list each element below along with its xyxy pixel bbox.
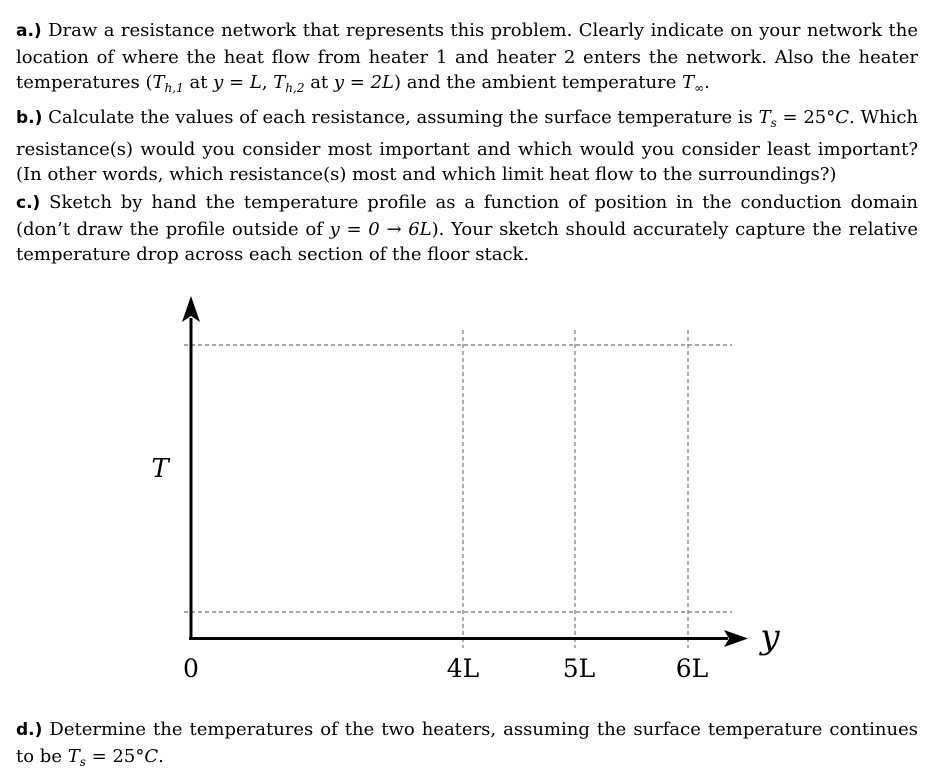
part-d-label: d.) [16, 720, 43, 740]
part-b-text: b.) Calculate the values of each resistance, assuming the surface temperature is $T_s = 25^\circ C$. Which resistance(s) would you consider most important and which would you consider least important? (In other words, which resistance(s) most and which limit heat flow to the surroundings?) [16, 107, 919, 185]
part-a-text: a.) Draw a resistance network that represents this problem. Clearly indicate on your network the location of where the heat flow from heater 1 and heater 2 enters the network. Also the heater temperatures ($T_{h,1}$ at y = L, $T_{h,2}$ at y = 2L) and the ambient temperature $T_\infty$. [16, 20, 918, 95]
part-b-label: b.) [16, 108, 43, 128]
part-d-text: d.) Determine the temperatures of the two heaters, assuming the surface temperature continues to be $T_s = 25^\circ C$. [16, 719, 918, 769]
tick-label-6L: 6L [675, 654, 709, 683]
part-c-text: c.) Sketch by hand the temperature profile as a function of position in the conduction domain (don’t draw the profile outside of y = 0 → 6L). Your sketch should accurately capture the relative temperature drop across each section of the floor stack. [16, 192, 919, 265]
y-axis-label: T [151, 454, 169, 484]
x-axis-label: y [760, 617, 780, 657]
tick-label-5L: 5L [562, 654, 596, 683]
tick-label-4L: 4L [446, 654, 480, 683]
part-a-label: a.) [16, 21, 42, 41]
tick-label-0: 0 [183, 654, 199, 683]
part-c-label: c.) [16, 193, 41, 213]
